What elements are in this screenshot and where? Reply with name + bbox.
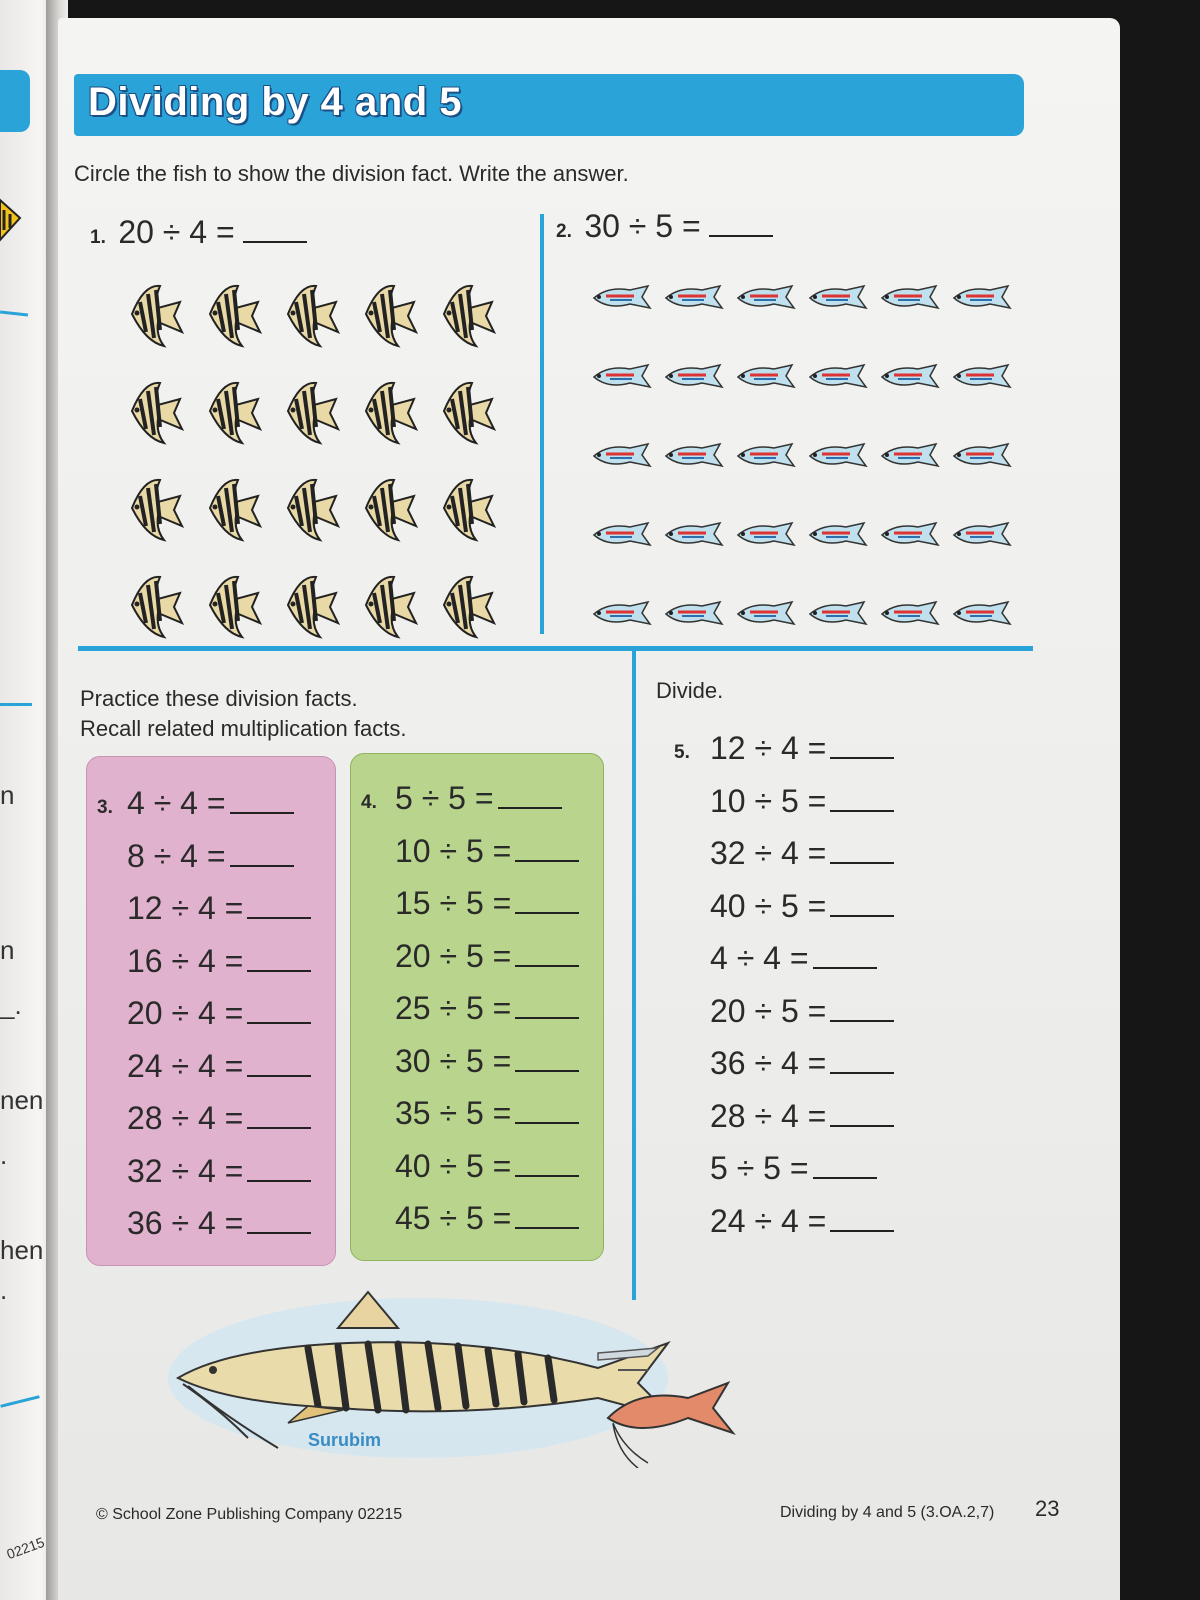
angelfish-icon: [280, 571, 358, 646]
division-expression: 45 ÷ 5 =: [395, 1200, 512, 1236]
answer-blank[interactable]: [515, 1169, 579, 1177]
division-expression: 36 ÷ 4 =: [710, 1045, 827, 1081]
answer-blank[interactable]: [247, 911, 311, 919]
problem-number: 4.: [361, 792, 377, 813]
answer-blank[interactable]: [709, 229, 773, 237]
division-expression: 10 ÷ 5 =: [395, 832, 512, 869]
tetra-fish-icon: [734, 519, 806, 554]
division-expression: 40 ÷ 5 =: [395, 1147, 512, 1184]
division-expression: 5 ÷ 5 =: [710, 1150, 809, 1186]
tetra-fish-icon: [878, 282, 950, 317]
tetra-fish-icon: [950, 361, 1022, 396]
angelfish-icon: [202, 280, 280, 355]
answer-blank[interactable]: [830, 1224, 894, 1232]
division-fact-row: [127, 995, 311, 1032]
angelfish-icon: [202, 377, 280, 452]
answer-blank[interactable]: [515, 1221, 579, 1229]
topic-footer: Dividing by 4 and 5 (3.OA.2,7): [780, 1504, 995, 1521]
facing-text-fragment: nen: [0, 1085, 44, 1115]
answer-blank[interactable]: [830, 751, 894, 759]
facing-page-rule: [0, 311, 28, 317]
division-fact-row: [710, 730, 894, 767]
problem-number: 2.: [556, 221, 572, 242]
division-expression: 8 ÷ 4 =: [127, 837, 226, 874]
division-expression: 32 ÷ 4 =: [127, 1152, 244, 1189]
division-expression: 20 ÷ 5 =: [395, 937, 512, 974]
problem-1-header: [90, 214, 307, 251]
division-expression: 4 ÷ 4 =: [710, 940, 809, 976]
tetra-fish-icon: [806, 440, 878, 475]
division-fact-row: [395, 1043, 579, 1080]
answer-blank[interactable]: [247, 1016, 311, 1024]
tetra-fish-icon: [734, 440, 806, 475]
division-fact-row: [127, 838, 294, 875]
division-expression: 4 ÷ 4 =: [127, 785, 226, 821]
answer-blank[interactable]: [230, 806, 294, 814]
division-fact-row: [710, 783, 894, 820]
angelfish-icon: [124, 571, 202, 646]
division-expression: 24 ÷ 4 =: [710, 1202, 827, 1239]
problem-number: 5.: [674, 742, 690, 763]
division-fact-row: [710, 835, 894, 872]
division-expression: 32 ÷ 4 =: [710, 835, 827, 871]
answer-blank[interactable]: [515, 906, 579, 914]
facing-text-fragment: n: [0, 935, 15, 965]
workbook-page: [58, 18, 1120, 1600]
angelfish-group: [124, 280, 514, 646]
surubim-illustration: [168, 1288, 788, 1468]
division-expression: 28 ÷ 4 =: [710, 1097, 827, 1134]
tetra-fish-icon: [806, 519, 878, 554]
answer-blank[interactable]: [830, 1119, 894, 1127]
division-expression: 16 ÷ 4 =: [127, 942, 244, 979]
angelfish-icon: [436, 280, 514, 355]
division-fact-row: [710, 1045, 894, 1082]
divider-line: [78, 646, 1033, 651]
tetra-fish-group: [590, 282, 1022, 633]
tetra-fish-icon: [806, 598, 878, 633]
angelfish-icon: [436, 474, 514, 549]
angelfish-icon: [358, 571, 436, 646]
tetra-fish-icon: [878, 519, 950, 554]
fish-fragment-icon: [0, 190, 30, 250]
answer-blank[interactable]: [515, 1064, 579, 1072]
tetra-fish-icon: [590, 519, 662, 554]
division-expression: 5 ÷ 5 =: [395, 780, 494, 816]
angelfish-icon: [280, 377, 358, 452]
angelfish-icon: [124, 474, 202, 549]
division-expression: 25 ÷ 5 =: [395, 990, 512, 1026]
division-fact-row: [127, 1205, 311, 1242]
angelfish-icon: [280, 280, 358, 355]
angelfish-icon: [280, 474, 358, 549]
answer-blank[interactable]: [830, 909, 894, 917]
division-fact-row: [127, 1048, 311, 1085]
answer-blank[interactable]: [515, 854, 579, 862]
division-fact-row: [395, 885, 579, 922]
answer-blank[interactable]: [830, 856, 894, 864]
division-fact-row: [710, 940, 877, 977]
tetra-fish-icon: [590, 598, 662, 633]
tetra-fish-icon: [662, 361, 734, 396]
answer-blank[interactable]: [247, 1121, 311, 1129]
tetra-fish-icon: [878, 440, 950, 475]
angelfish-icon: [124, 377, 202, 452]
angelfish-icon: [436, 377, 514, 452]
division-expression: 12 ÷ 4 =: [710, 730, 827, 766]
division-fact-row: [710, 1098, 894, 1135]
answer-blank[interactable]: [813, 961, 877, 969]
tetra-fish-icon: [662, 519, 734, 554]
divider-line: [632, 650, 636, 1300]
tetra-fish-icon: [590, 282, 662, 317]
division-fact-row: [395, 990, 579, 1027]
division-expression: 24 ÷ 4 =: [127, 1047, 244, 1084]
division-fact-row: [395, 1200, 579, 1237]
division-fact-row: [127, 943, 311, 980]
facing-page-code: 02215: [4, 1533, 47, 1563]
division-expression: 12 ÷ 4 =: [127, 890, 244, 926]
practice-instruction: Recall related multiplication facts.: [80, 716, 407, 741]
division-fact-row: [395, 938, 579, 975]
division-expression: 30 ÷ 5 =: [584, 208, 701, 244]
tetra-fish-icon: [734, 361, 806, 396]
answer-blank[interactable]: [247, 1226, 311, 1234]
division-expression: 20 ÷ 5 =: [710, 992, 827, 1029]
title-banner: [74, 74, 1024, 136]
tetra-fish-icon: [950, 282, 1022, 317]
division-expression: 28 ÷ 4 =: [127, 1100, 244, 1136]
problem-number: 1.: [90, 227, 106, 248]
divider-line: [540, 214, 544, 634]
division-expression: 10 ÷ 5 =: [710, 782, 827, 819]
facing-text-fragment: n: [0, 780, 15, 810]
division-fact-row: [710, 1150, 877, 1187]
division-expression: 15 ÷ 5 =: [395, 885, 512, 921]
division-fact-row: [395, 1095, 579, 1132]
division-fact-row: [710, 993, 894, 1030]
practice-instruction: Practice these division facts.: [80, 686, 358, 711]
division-fact-row: [127, 890, 311, 927]
angelfish-icon: [358, 280, 436, 355]
copyright-footer: © School Zone Publishing Company 02215: [96, 1506, 403, 1523]
section-instruction: Circle the fish to show the division fact. Write the answer.: [74, 161, 629, 186]
tetra-fish-icon: [806, 361, 878, 396]
answer-blank[interactable]: [515, 959, 579, 967]
answer-blank[interactable]: [830, 1014, 894, 1022]
angelfish-icon: [202, 474, 280, 549]
angelfish-icon: [202, 571, 280, 646]
facing-text-fragment: _.: [0, 990, 22, 1020]
tetra-fish-icon: [950, 598, 1022, 633]
tetra-fish-icon: [734, 598, 806, 633]
division-fact-row: [395, 780, 562, 817]
answer-blank[interactable]: [247, 1069, 311, 1077]
answer-blank[interactable]: [247, 964, 311, 972]
answer-blank[interactable]: [230, 859, 294, 867]
answer-blank[interactable]: [498, 801, 562, 809]
problem-3-box: [86, 756, 336, 1266]
division-fact-row: [127, 1153, 311, 1190]
tetra-fish-icon: [806, 282, 878, 317]
answer-blank[interactable]: [515, 1116, 579, 1124]
tetra-fish-icon: [590, 440, 662, 475]
tetra-fish-icon: [878, 361, 950, 396]
tetra-fish-icon: [662, 282, 734, 317]
tetra-fish-icon: [950, 519, 1022, 554]
answer-blank[interactable]: [247, 1174, 311, 1182]
tetra-fish-icon: [734, 282, 806, 317]
facing-text-fragment: .: [0, 1140, 8, 1170]
angelfish-icon: [124, 280, 202, 355]
angelfish-icon: [358, 474, 436, 549]
division-expression: 40 ÷ 5 =: [710, 887, 827, 924]
tetra-fish-icon: [950, 440, 1022, 475]
division-fact-row: [127, 1100, 311, 1137]
division-expression: 35 ÷ 5 =: [395, 1095, 512, 1131]
division-fact-row: [127, 785, 294, 822]
page-number: 23: [1035, 1496, 1060, 1521]
angelfish-icon: [358, 377, 436, 452]
answer-blank[interactable]: [830, 804, 894, 812]
division-expression: 20 ÷ 4 =: [118, 214, 235, 250]
problem-4-box: [350, 753, 604, 1261]
problem-number: 3.: [97, 797, 113, 818]
illustration-caption: Surubim: [308, 1430, 382, 1450]
facing-text-fragment: .: [0, 1275, 8, 1305]
tetra-fish-icon: [878, 598, 950, 633]
angelfish-icon: [436, 571, 514, 646]
division-fact-row: [710, 888, 894, 925]
division-fact-row: [710, 1203, 894, 1240]
divide-heading: Divide.: [656, 678, 724, 703]
tetra-fish-icon: [662, 598, 734, 633]
answer-blank[interactable]: [243, 235, 307, 243]
tetra-fish-icon: [590, 361, 662, 396]
facing-page-rule: [0, 1395, 40, 1408]
division-expression: 36 ÷ 4 =: [127, 1205, 244, 1241]
facing-page-tab: [0, 70, 30, 132]
division-fact-row: [395, 1148, 579, 1185]
division-expression: 30 ÷ 5 =: [395, 1042, 512, 1079]
division-expression: 20 ÷ 4 =: [127, 995, 244, 1031]
division-fact-row: [395, 833, 579, 870]
problem-2-header: [556, 208, 773, 245]
answer-blank[interactable]: [515, 1011, 579, 1019]
tetra-fish-icon: [662, 440, 734, 475]
answer-blank[interactable]: [830, 1066, 894, 1074]
page-title: Dividing by 4 and 5: [88, 80, 463, 124]
answer-blank[interactable]: [813, 1171, 877, 1179]
facing-page-rule: [0, 703, 32, 706]
facing-text-fragment: hen: [0, 1235, 44, 1265]
